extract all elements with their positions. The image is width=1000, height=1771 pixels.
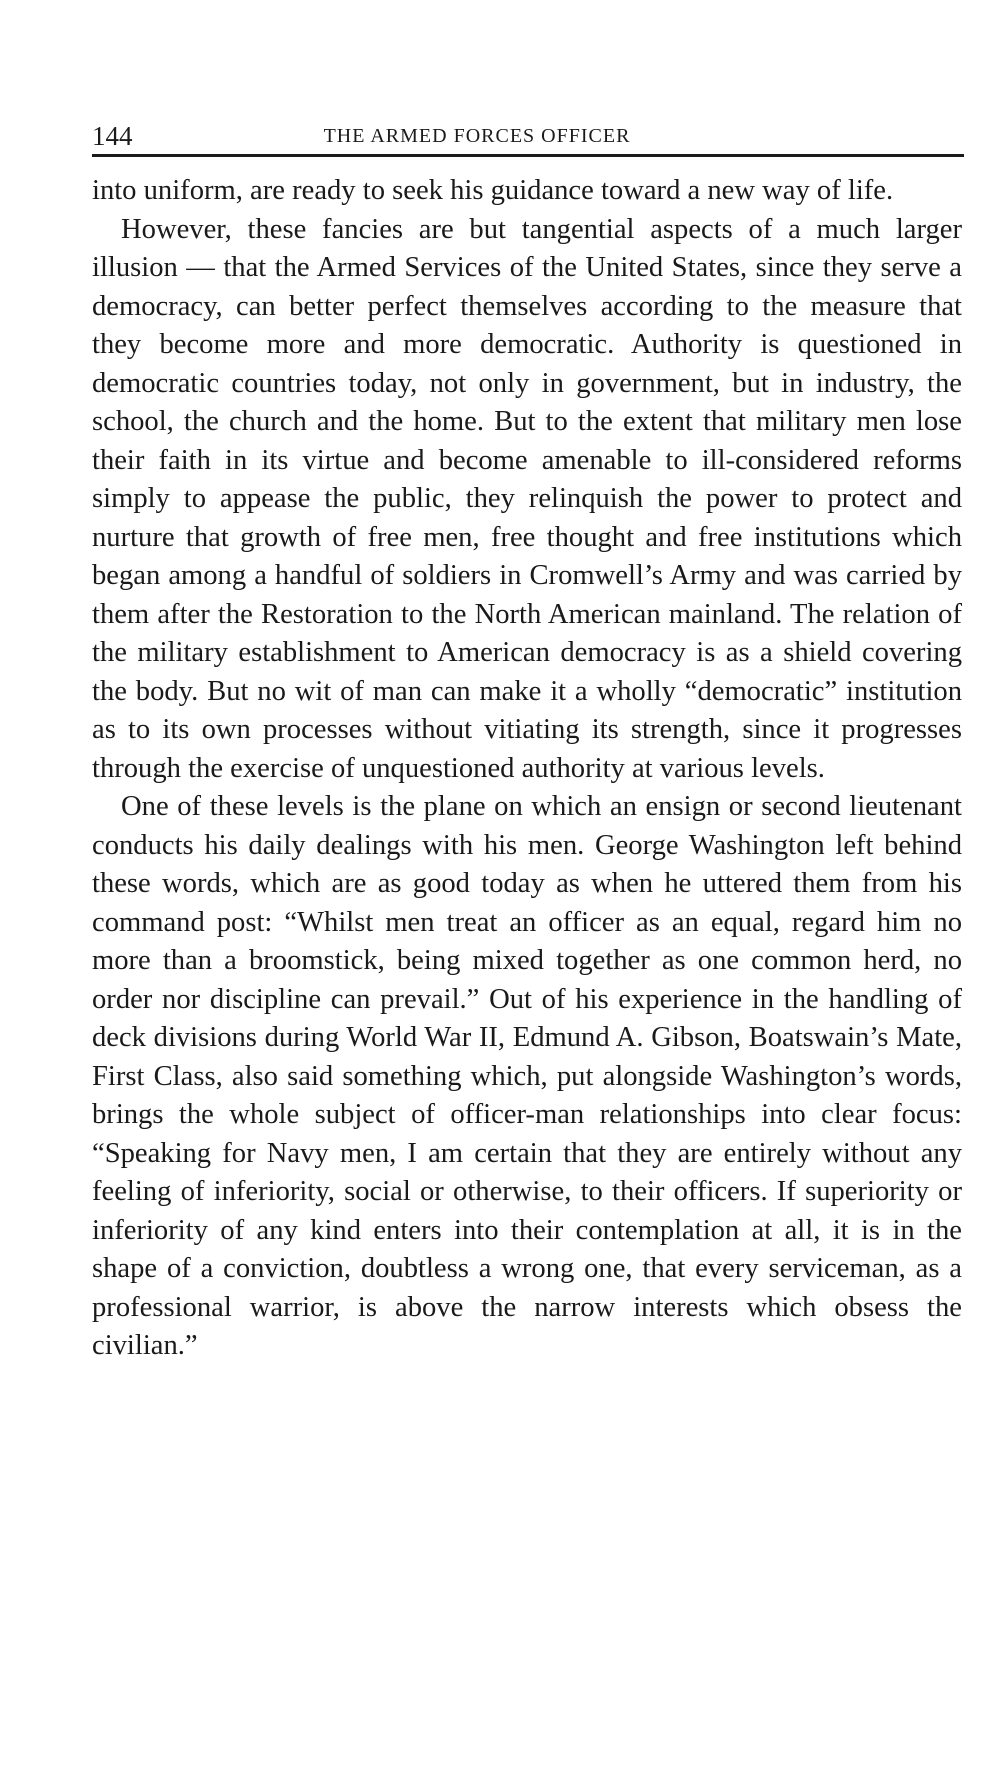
paragraph-authority: However, these fancies are but tangential aspects of a much larger illusion — that the Armed Services of the United States, since they serve a democracy, can better perfect themselves according to the measure that they become more and more democratic. Authority is questioned in democratic countries today, not only in government, but in industry, the school, the church and the home. But to the extent that military men lose their faith in its virtue and become amenable to ill-considered reforms simply to appease the public, they relinquish the power to protect and nurture that growth of free men, free thought and free institutions which began among a handful of soldiers in Cromwell’s Army and was carried by them after the Restoration to the North American mainland. The relation of the military establishment to American democracy is as a shield covering the body. But no wit of man can make it a wholly “democratic” institution as to its own processes without vitiating its strength, since it progresses through the exercise of unquestioned authority at various levels. — [92, 213, 962, 784]
header-rule — [92, 154, 964, 157]
running-title: THE ARMED FORCES OFFICER — [323, 125, 631, 147]
page-number: 144 — [92, 121, 133, 151]
paragraph-officer-man-relations: One of these levels is the plane on which an ensign or second lieutenant conducts his daily dealings with his men. George Washington left behind these words, which are as good today as when he uttered them from his command post: “Whilst men treat an officer as an equal, regard him no more than a broomstick, being mixed together as one common herd, no order nor discipline can prevail.” Out of his experience in the handling of deck divisions during World War II, Edmund A. Gibson, Boatswain’s Mate, First Class, also said something which, put alongside Washington’s words, brings the whole subject of officer-man relationships into clear focus: “Speaking for Navy men, I am certain that they are entirely without any feeling of inferiority, social or otherwise, to their officers. If superiority or inferiority of any kind enters into their contemplation at all, it is in the shape of a conviction, doubtless a wrong one, that every serviceman, as a professional warrior, is above the narrow interests which obsess the civilian.” — [92, 791, 962, 1361]
running-head — [92, 116, 964, 156]
paragraph-continued: into uniform, are ready to seek his guidance toward a new way of life. — [92, 175, 894, 206]
body-text — [92, 172, 962, 1366]
